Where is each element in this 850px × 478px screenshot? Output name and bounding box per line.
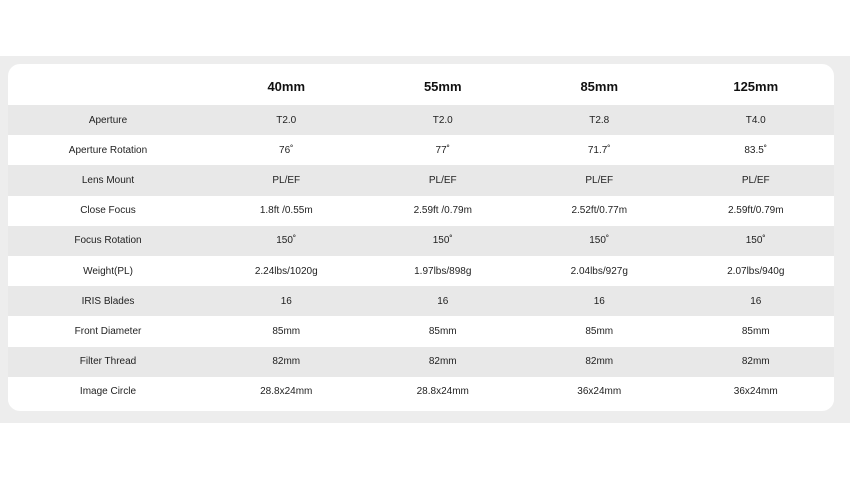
table-cell: 2.59ft /0.79m [413,205,472,217]
table-cell: PL/EF [741,174,770,186]
row-label: Front Diameter [74,325,142,337]
table-cell: PL/EF [585,174,614,186]
row-label: Image Circle [79,386,137,398]
table-cell: 28.8x24mm [416,386,469,398]
table-cell: 82mm [741,356,770,368]
spec-table-body [8,105,834,407]
table-cell: 2.04lbs/927g [570,265,628,277]
table-row [8,286,834,316]
table-cell: 36x24mm [733,386,778,398]
table-cell: 2.59ft/0.79m [727,205,784,217]
table-cell: 150˚ [432,235,453,247]
table-row [8,165,834,195]
table-cell: 150˚ [589,235,610,247]
table-cell: 85mm [585,325,614,337]
spec-table-card [8,64,834,411]
table-cell: 82mm [585,356,614,368]
table-cell: 77˚ [435,144,450,156]
header-corner [8,64,208,105]
table-cell: 16 [593,295,605,307]
table-cell: 85mm [272,325,301,337]
table-cell: 28.8x24mm [260,386,313,398]
table-cell: 83.5˚ [744,144,768,156]
table-row [8,256,834,286]
table-cell: 150˚ [276,235,297,247]
table-cell: 1.8ft /0.55m [259,205,313,217]
row-label: IRIS Blades [81,295,135,307]
table-cell: 1.97lbs/898g [414,265,472,277]
table-cell: 36x24mm [577,386,622,398]
table-row [8,196,834,226]
column-header: 85mm [580,78,619,94]
row-label: Filter Thread [79,356,137,368]
table-cell: T2.0 [276,114,297,126]
table-cell: 85mm [741,325,770,337]
table-row [8,226,834,256]
row-label: Aperture [88,114,128,126]
column-header: 40mm [267,78,306,94]
column-header: 55mm [423,78,462,94]
table-cell: 76˚ [279,144,294,156]
table-cell: T2.8 [589,114,610,126]
table-row [8,377,834,407]
table-cell: PL/EF [428,174,457,186]
row-label: Focus Rotation [74,235,142,247]
table-cell: 82mm [272,356,301,368]
table-cell: T2.0 [432,114,453,126]
table-cell: 2.52ft/0.77m [571,205,628,217]
table-cell: 16 [280,295,292,307]
table-cell: 150˚ [745,235,766,247]
table-row [8,135,834,165]
row-label: Aperture Rotation [68,144,148,156]
table-cell: 85mm [428,325,457,337]
table-cell: 2.07lbs/940g [727,265,785,277]
table-row [8,105,834,135]
table-row [8,316,834,346]
lens-spec-table [8,64,834,407]
column-header: 125mm [733,78,779,94]
table-cell: 16 [437,295,449,307]
row-label: Lens Mount [81,174,135,186]
header-row [8,64,834,105]
table-cell: T4.0 [745,114,766,126]
table-cell: 16 [750,295,762,307]
table-cell: PL/EF [272,174,301,186]
table-row [8,347,834,377]
table-cell: 82mm [428,356,457,368]
row-label: Close Focus [80,205,136,217]
table-cell: 2.24lbs/1020g [254,265,318,277]
row-label: Weight(PL) [83,265,133,277]
table-cell: 71.7˚ [587,144,611,156]
